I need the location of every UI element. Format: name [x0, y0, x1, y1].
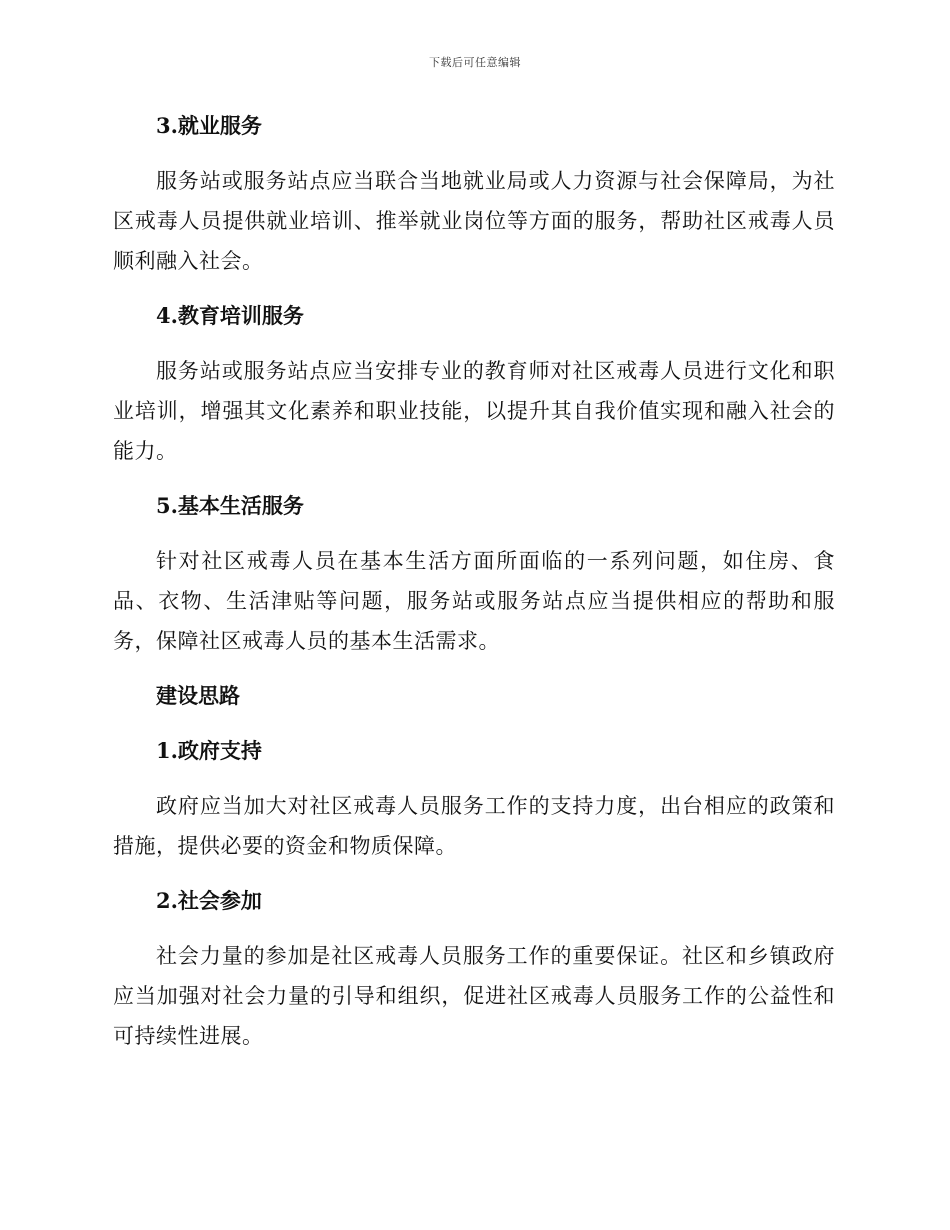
- section-heading-education: 4.教育培训服务: [156, 303, 304, 328]
- section-heading-construction-ideas: 建设思路: [156, 683, 240, 708]
- section-heading-employment: 3.就业服务: [156, 113, 262, 138]
- section-heading-social-participation: 2.社会参加: [156, 888, 262, 913]
- document-body: [113, 106, 835, 1056]
- section-heading-basic-living: 5.基本生活服务: [156, 493, 304, 518]
- section-paragraph-social-participation: 社会力量的参加是社区戒毒人员服务工作的重要保证。社区和乡镇政府应当加强对社会力量的引导和组织，促进社区戒毒人员服务工作的公益性和可持续性进展。: [113, 944, 835, 1048]
- page-header: 下载后可任意编辑: [429, 56, 521, 69]
- section-paragraph-basic-living: 针对社区戒毒人员在基本生活方面所面临的一系列问题，如住房、食品、衣物、生活津贴等问题，服务站或服务站点应当提供相应的帮助和服务，保障社区戒毒人员的基本生活需求。: [113, 549, 835, 653]
- section-paragraph-education: 服务站或服务站点应当安排专业的教育师对社区戒毒人员进行文化和职业培训，增强其文化素养和职业技能，以提升其自我价值实现和融入社会的能力。: [113, 359, 835, 463]
- section-heading-government-support: 1.政府支持: [156, 738, 262, 763]
- section-paragraph-employment: 服务站或服务站点应当联合当地就业局或人力资源与社会保障局，为社区戒毒人员提供就业培训、推举就业岗位等方面的服务，帮助社区戒毒人员顺利融入社会。: [113, 169, 835, 273]
- section-paragraph-government-support: 政府应当加大对社区戒毒人员服务工作的支持力度，出台相应的政策和措施，提供必要的资金和物质保障。: [113, 794, 835, 858]
